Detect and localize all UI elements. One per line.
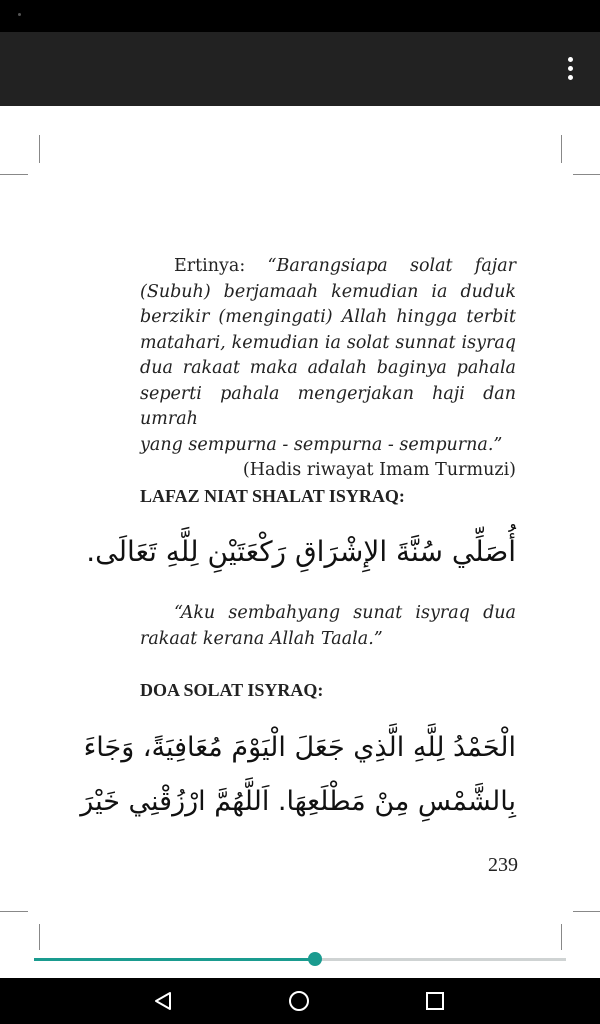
arabic-doa-line: الْحَمْدُ لِلَّهِ الَّذِي جَعَلَ الْيَوْمَ مُعَافِيَةً، وَجَاءَ <box>83 732 516 763</box>
more-vert-icon[interactable] <box>558 54 582 84</box>
quote-line: (Subuh) berjamaah kemudian ia duduk <box>140 281 516 302</box>
quote-line: yang sempurna - sempurna - sempurna.” <box>140 434 503 455</box>
status-bar <box>0 0 600 32</box>
page-number: 239 <box>488 854 518 876</box>
page-slider[interactable] <box>34 958 566 961</box>
heading-niat: LAFAZ NIAT SHALAT ISYRAQ: <box>140 486 405 506</box>
arabic-niat: أُصَلِّي سُنَّةَ الإِشْرَاقِ رَكْعَتَيْنِ لِلَّهِ تَعَالَى. <box>86 535 516 568</box>
notification-dot-icon <box>18 13 21 16</box>
page-slider-fill <box>34 958 315 961</box>
crop-mark <box>561 135 562 163</box>
crop-mark <box>0 174 28 175</box>
arabic-doa-line: بِالشَّمْسِ مِنْ مَطْلَعِهَا. اَللَّهُمَّ ارْزُقْنِي خَيْرَ <box>80 786 516 817</box>
crop-mark <box>561 924 562 950</box>
translation-paragraph <box>140 601 516 652</box>
crop-mark <box>39 135 40 163</box>
paragraph-label: Ertinya: <box>174 256 268 276</box>
crop-mark <box>573 174 600 175</box>
nav-home-icon[interactable] <box>288 990 310 1012</box>
page-slider-thumb[interactable] <box>308 952 322 966</box>
quote-line: “Barangsiapa solat fajar <box>267 256 516 276</box>
navigation-bar <box>0 978 600 1024</box>
hadith-paragraph <box>140 254 516 484</box>
heading-doa: DOA SOLAT ISYRAQ: <box>140 680 324 700</box>
quote-line: matahari, kemudian ia solat sunnat isyraq <box>140 332 516 353</box>
nav-back-icon[interactable] <box>152 990 174 1012</box>
crop-mark <box>573 911 600 912</box>
translation-line: rakaat kerana Allah Taala.” <box>140 628 383 649</box>
quote-line: berzikir (mengingati) Allah hingga terbit <box>140 307 516 327</box>
hadith-source: (Hadis riwayat Imam Turmuzi) <box>242 460 516 480</box>
book-page <box>0 106 600 978</box>
crop-mark <box>39 924 40 950</box>
nav-recents-icon[interactable] <box>424 990 446 1012</box>
translation-line: “Aku sembahyang sunat isyraq dua <box>174 603 516 623</box>
quote-line: dua rakaat maka adalah baginya pahala <box>140 358 516 378</box>
app-bar <box>0 32 600 106</box>
quote-line: seperti pahala mengerjakan haji dan umrah <box>140 383 516 429</box>
crop-mark <box>0 911 28 912</box>
